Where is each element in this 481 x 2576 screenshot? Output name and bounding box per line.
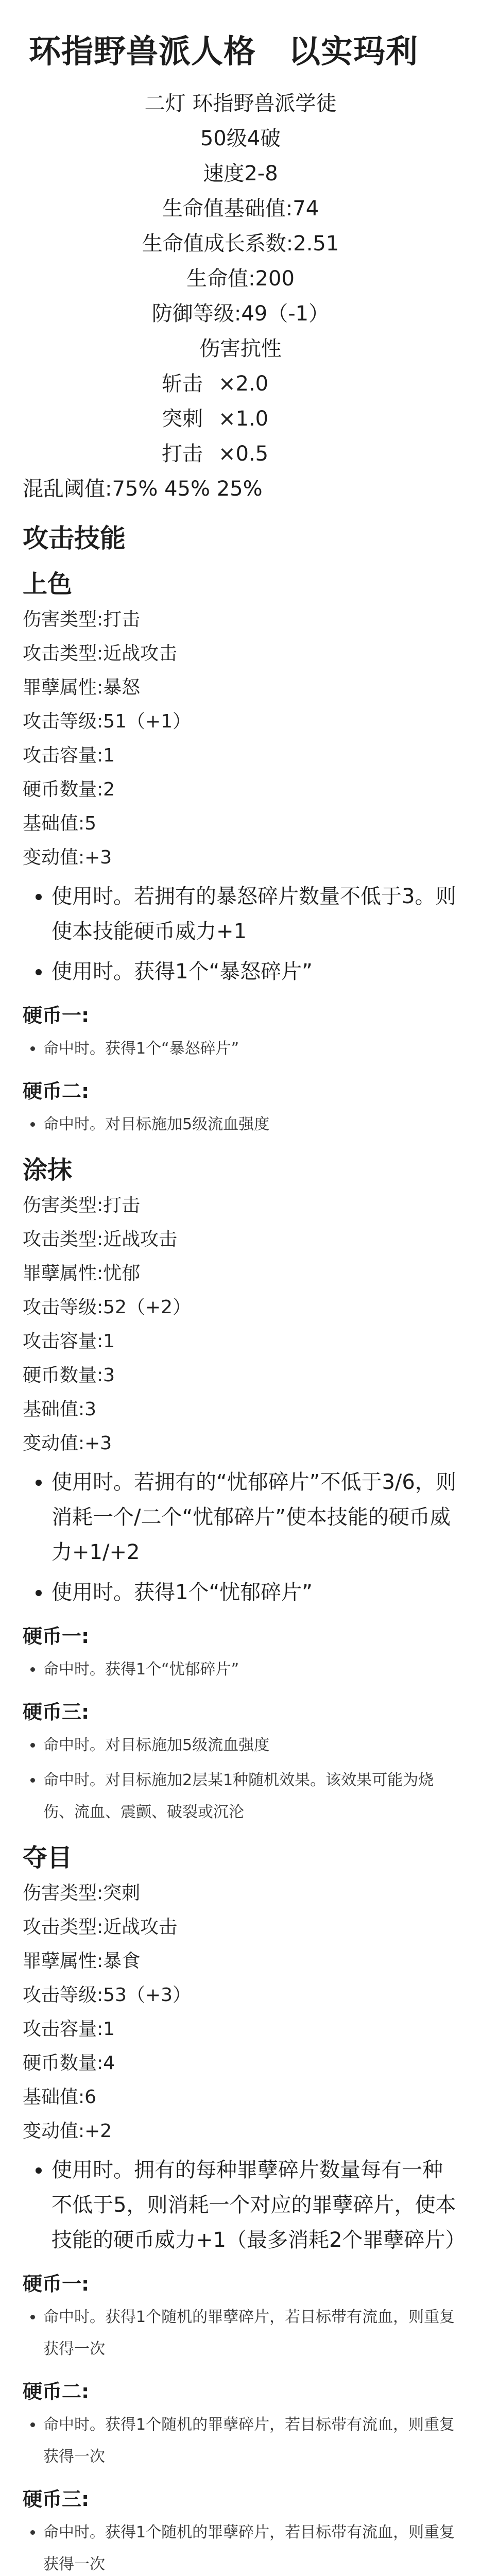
skill-attribute: 伤害类型:打击 xyxy=(23,1195,141,1216)
coin-heading: 硬币三: xyxy=(23,1701,90,1723)
skill-effect: • 使用时。获得1个“忧郁碎片” xyxy=(51,1575,458,1610)
skill-attribute: 罪孽属性:暴怒 xyxy=(23,677,141,698)
coin-effect: • 命中时。获得1个随机的罪孽碎片，若目标带有流血，则重复获得一次 xyxy=(43,2301,458,2365)
skill-attribute: 攻击等级:52（+2） xyxy=(23,1297,192,1318)
skill-attribute: 攻击类型:近战攻击 xyxy=(23,643,178,664)
skill-attribute: 攻击容量:1 xyxy=(23,2019,115,2040)
skill-name: 夺目 xyxy=(23,1843,73,1872)
skill-attribute: 罪孽属性:忧郁 xyxy=(23,1263,141,1284)
coin-effect-list xyxy=(23,1033,458,1065)
skill-attribute: 攻击等级:53（+3） xyxy=(23,1985,192,2006)
resist-value: ×1.0 xyxy=(218,407,269,431)
resist-type: 打击 xyxy=(162,442,203,466)
resist-row xyxy=(162,436,458,471)
skill-attribute: 伤害类型:打击 xyxy=(23,609,141,630)
page-title: 环指野兽派人格 以实玛利 xyxy=(29,32,419,70)
coin-effect: • 命中时。获得1个随机的罪孽碎片，若目标带有流血，则重复获得一次 xyxy=(43,2517,458,2576)
resist-value: ×0.5 xyxy=(218,442,269,466)
skill-attribute: 攻击容量:1 xyxy=(23,1331,115,1352)
skill-attribute: 基础值:5 xyxy=(23,813,97,834)
skill-list xyxy=(23,564,466,2576)
coin-effect: • 命中时。获得1个“暴怒碎片” xyxy=(43,1033,458,1065)
hp-base-line: 生命值基础值:74 xyxy=(162,197,319,221)
skill-attribute: 罪孽属性:暴食 xyxy=(23,1951,141,1972)
skill-attribute: 基础值:6 xyxy=(23,2087,97,2108)
level-line: 50级4破 xyxy=(200,127,281,150)
attack-skills-heading: 攻击技能 xyxy=(23,523,126,553)
coin-heading: 硬币三: xyxy=(23,2488,90,2511)
coin-effect-list xyxy=(23,1654,458,1686)
skill-effect: • 使用时。若拥有的暴怒碎片数量不低于3。则使本技能硬币威力+1 xyxy=(51,879,458,949)
skill-effect-list xyxy=(23,879,458,989)
skill-attribute: 硬币数量:3 xyxy=(23,1365,115,1386)
hp-growth-line: 生命值成长系数:2.51 xyxy=(142,232,339,256)
skill-effect: • 使用时。获得1个“暴怒碎片” xyxy=(51,954,458,989)
skill-effect: • 使用时。拥有的每种罪孽碎片数量每有一种不低于5，则消耗一个对应的罪孽碎片，使本技能的硬币威力+1（最多消耗2个罪孽碎片） xyxy=(51,2153,458,2258)
coin-heading: 硬币一: xyxy=(23,1004,90,1027)
speed-line: 速度2-8 xyxy=(203,162,278,185)
identity-line: 二灯 环指野兽派学徒 xyxy=(144,92,337,115)
coin-effect: • 命中时。获得1个“忧郁碎片” xyxy=(43,1654,458,1686)
skill-attribute: 变动值:+3 xyxy=(23,847,112,868)
skill-attribute: 变动值:+2 xyxy=(23,2121,112,2142)
coin-effect-list xyxy=(23,2517,458,2576)
resist-value: ×2.0 xyxy=(218,372,269,396)
defense-level-line: 防御等级:49（-1） xyxy=(151,302,330,326)
skill-effect-list xyxy=(23,1465,458,1610)
skill-attribute: 硬币数量:4 xyxy=(23,2053,115,2074)
skill-effect-list xyxy=(23,2153,466,2258)
skill-attribute: 伤害类型:突刺 xyxy=(23,1883,141,1904)
coin-heading: 硬币一: xyxy=(23,2273,90,2295)
resist-type: 突刺 xyxy=(162,407,203,431)
coin-effect-list xyxy=(23,1109,458,1141)
stagger-threshold: 混乱阈值:75% 45% 25% xyxy=(23,477,263,501)
resist-row xyxy=(162,366,458,401)
skill-name: 上色 xyxy=(23,570,73,599)
coin-heading: 硬币二: xyxy=(23,1080,90,1103)
skill-attribute: 攻击类型:近战攻击 xyxy=(23,1229,178,1250)
skill-attribute: 基础值:3 xyxy=(23,1399,97,1420)
skill-attribute: 变动值:+3 xyxy=(23,1433,112,1454)
coin-heading: 硬币一: xyxy=(23,1625,90,1648)
coin-effect-list xyxy=(23,2301,458,2365)
skill-attribute: 攻击类型:近战攻击 xyxy=(23,1917,178,1938)
coin-effect-list xyxy=(23,2409,458,2473)
resist-row xyxy=(162,401,458,436)
hp-line: 生命值:200 xyxy=(186,267,295,291)
coin-effect-list xyxy=(23,1730,458,1828)
coin-effect: • 命中时。对目标施加5级流血强度 xyxy=(43,1730,458,1761)
coin-effect: • 命中时。对目标施加2层某1种随机效果。该效果可能为烧伤、流血、震颤、破裂或沉沦 xyxy=(43,1765,458,1828)
resist-type: 斩击 xyxy=(162,372,203,396)
coin-effect: • 命中时。对目标施加5级流血强度 xyxy=(43,1109,458,1141)
coin-effect: • 命中时。获得1个随机的罪孽碎片，若目标带有流血，则重复获得一次 xyxy=(43,2409,458,2473)
coin-heading: 硬币二: xyxy=(23,2380,90,2403)
resist-heading: 伤害抗性 xyxy=(199,337,282,361)
skill-name: 涂抹 xyxy=(23,1156,73,1184)
skill-attribute: 攻击容量:1 xyxy=(23,745,115,766)
skill-attribute: 硬币数量:2 xyxy=(23,779,115,800)
skill-effect: • 使用时。若拥有的“忧郁碎片”不低于3/6，则消耗一个/二个“忧郁碎片”使本技能的硬币威力+1/+2 xyxy=(51,1465,458,1570)
skill-attribute: 攻击等级:51（+1） xyxy=(23,711,192,732)
